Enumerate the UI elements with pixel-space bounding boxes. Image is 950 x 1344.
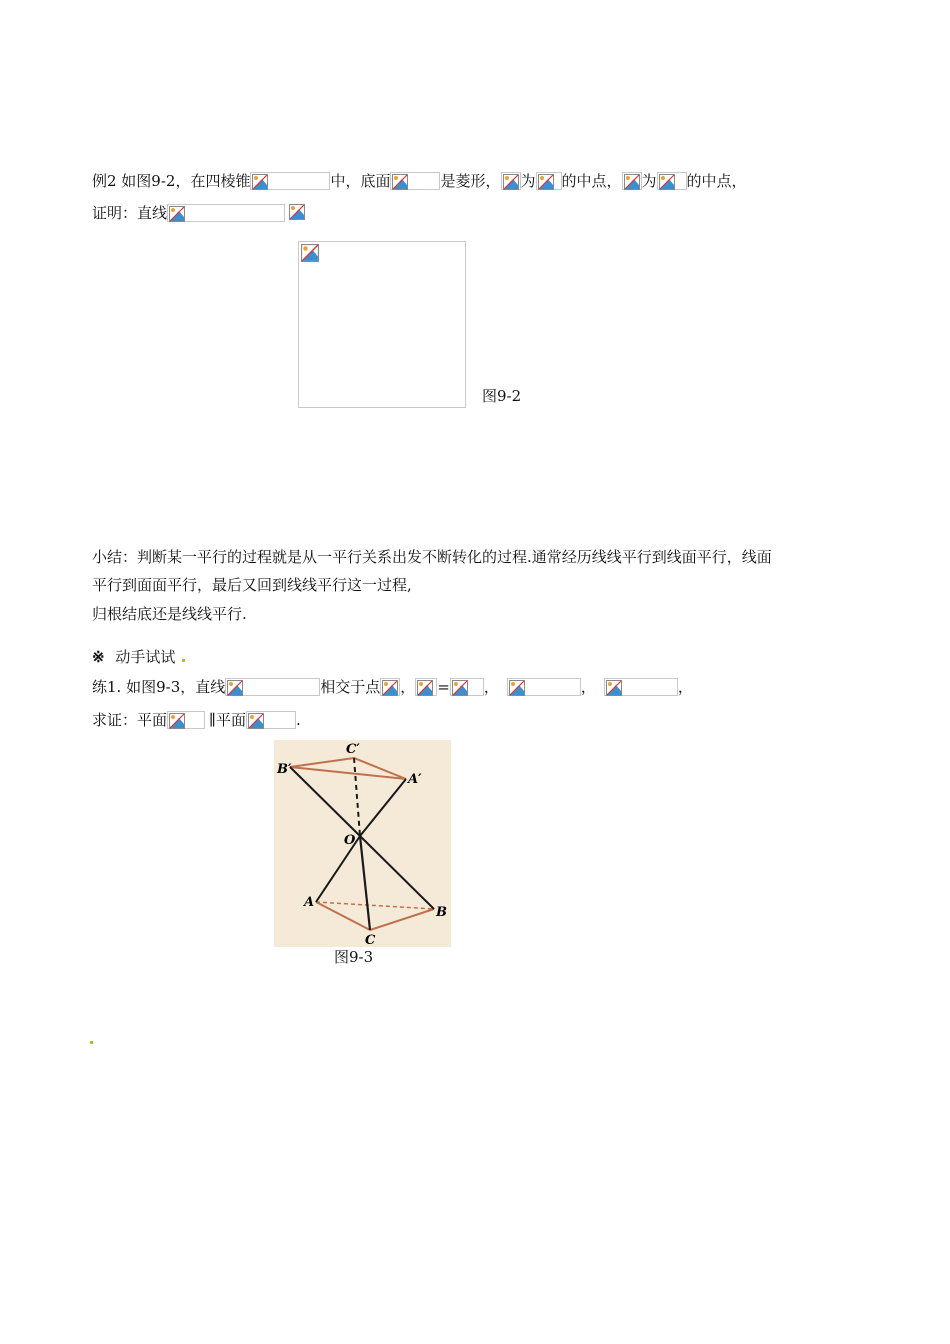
exercise1-text-7: ， — [677, 678, 693, 696]
exercise1-text-2: 相交于点 — [320, 678, 381, 696]
sentence-end: . — [295, 711, 301, 729]
example2-text-2: 中，底面 — [330, 172, 391, 190]
exercise1-text-3: ， — [400, 678, 416, 696]
label-a: A — [304, 895, 315, 910]
anchor-mark — [182, 659, 185, 662]
section-heading — [92, 647, 175, 667]
broken-image-icon — [392, 174, 408, 190]
edge-a-c — [316, 902, 370, 930]
exercise1-statement-line1 — [92, 677, 693, 697]
top-triangle — [290, 758, 406, 779]
summary-line3: 归根结底还是线线平行. — [92, 605, 247, 623]
formula-image-pyramid — [250, 172, 330, 190]
edge-o-b — [360, 836, 434, 909]
label-b1: B′ — [277, 762, 292, 777]
broken-image-icon — [509, 680, 525, 696]
edge-o-c — [360, 836, 370, 930]
broken-image-icon — [227, 680, 243, 696]
edge-b1-o — [290, 767, 360, 836]
example2-text-5: 的中点， — [561, 172, 622, 190]
formula-image-plane1 — [167, 711, 205, 729]
formula-image-point1 — [501, 172, 521, 190]
summary-line1: 小结：判断某一平行的过程就是从一平行关系出发不断转化的过程.通常经历线线平行到线面平行，线面 — [92, 548, 772, 566]
example2-text-4: 为 — [520, 172, 536, 190]
formula-image-line — [167, 204, 285, 222]
label-a1: A′ — [408, 772, 422, 787]
formula-image-eq3 — [604, 678, 678, 696]
formula-image-segment1 — [536, 172, 562, 190]
exercise1-prove-label: 求证：平面 — [92, 711, 168, 729]
label-o: O — [344, 833, 356, 848]
label-c1: C′ — [346, 742, 360, 757]
exercise1-text-6: ， — [580, 678, 596, 696]
broken-image-icon — [169, 713, 185, 729]
dashed-edge-a-b — [316, 902, 434, 909]
example2-text-7: 的中点， — [686, 172, 747, 190]
example2-prove-line — [92, 203, 305, 223]
figure-9-3-image — [274, 740, 451, 947]
broken-image-icon — [289, 204, 305, 220]
formula-image-parallel-target — [289, 204, 305, 222]
exercise1-text-1: 练1. 如图9-3，直线 — [92, 678, 226, 696]
broken-image-icon — [538, 174, 554, 190]
example2-statement-line1 — [92, 171, 747, 191]
edge-a1-o — [360, 779, 406, 836]
broken-image-icon — [169, 206, 185, 222]
formula-image-base — [390, 172, 440, 190]
broken-image-icon — [624, 174, 640, 190]
section-marker: ※ — [92, 648, 105, 666]
double-cone-diagram — [274, 740, 451, 947]
broken-image-icon — [252, 174, 268, 190]
formula-image-point-o — [380, 678, 400, 696]
anchor-mark — [90, 1041, 93, 1044]
formula-image-segment-oa1 — [450, 678, 484, 696]
dashed-edge-c1-o — [354, 758, 360, 836]
broken-image-icon — [452, 680, 468, 696]
broken-image-icon — [382, 680, 398, 696]
summary-line2: 平行到面面平行，最后又回到线线平行这一过程, — [92, 576, 412, 594]
figure-9-2-image — [298, 241, 466, 408]
broken-image-icon — [248, 713, 264, 729]
exercise1-text-5: ， — [483, 678, 499, 696]
broken-image-icon — [301, 244, 319, 262]
parallel-plane-label: ∥平面 — [209, 711, 246, 729]
figure-9-3-caption: 图9-3 — [334, 948, 374, 966]
broken-image-icon — [606, 680, 622, 696]
formula-image-eq2 — [507, 678, 581, 696]
example2-text-1: 例2 如图9-2，在四棱锥 — [92, 172, 251, 190]
example2-text-3: 是菱形， — [440, 172, 501, 190]
section-title: 动手试试 — [115, 648, 176, 666]
formula-image-segment-oa — [415, 678, 437, 696]
figure-9-2-caption: 图9-2 — [482, 387, 522, 405]
exercise1-prove-line — [92, 710, 301, 730]
prove-label: 证明：直线 — [92, 204, 168, 222]
broken-image-icon — [417, 680, 433, 696]
broken-image-icon — [503, 174, 519, 190]
formula-image-segment2 — [657, 172, 687, 190]
broken-image-icon — [659, 174, 675, 190]
edge-c-b — [370, 909, 434, 930]
formula-image-plane2 — [246, 711, 296, 729]
label-c: C — [365, 933, 376, 947]
example2-text-6: 为 — [641, 172, 657, 190]
label-b: B — [436, 905, 447, 920]
exercise1-text-4: = — [437, 678, 450, 696]
formula-image-point2 — [622, 172, 642, 190]
formula-image-lines — [225, 678, 320, 696]
